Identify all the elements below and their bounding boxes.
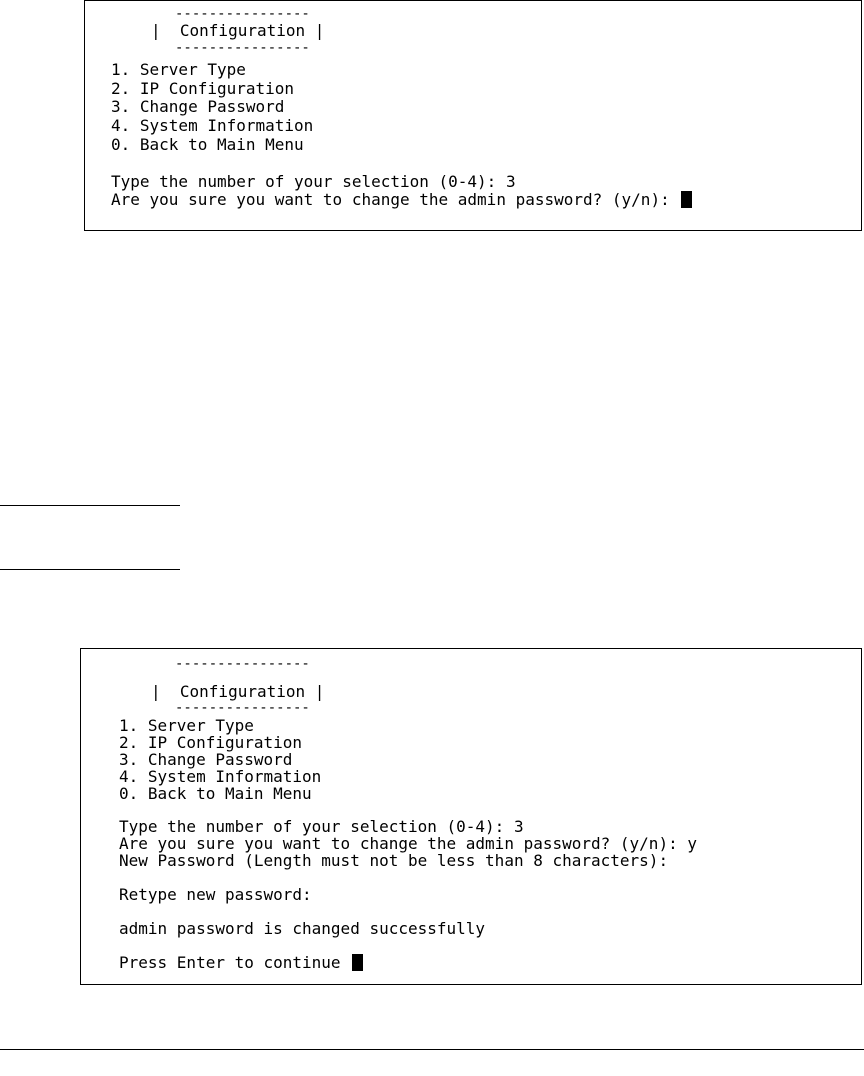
menu-item-change-password: 3. Change Password xyxy=(119,750,293,769)
page-rule-top xyxy=(0,505,180,506)
title-rule-bottom: ---------------- xyxy=(175,40,310,56)
terminal-screen-config-prompt xyxy=(84,0,862,231)
press-enter-prompt: Press Enter to continue xyxy=(119,953,351,972)
retype-password-prompt: Retype new password: xyxy=(119,885,312,904)
press-enter-line xyxy=(119,954,363,972)
config-title: | Configuration | xyxy=(151,21,325,40)
selection-prompt: Type the number of your selection (0-4): 3 xyxy=(111,172,516,191)
menu-item-server-type: 1. Server Type xyxy=(119,716,254,735)
text-cursor[interactable] xyxy=(352,954,363,971)
terminal-screen-password-changed xyxy=(80,648,862,985)
confirm-prompt: Are you sure you want to change the admin password? (y/n): y xyxy=(119,834,697,853)
menu-item-back-to-main: 0. Back to Main Menu xyxy=(119,784,312,803)
new-password-prompt: New Password (Length must not be less than 8 characters): xyxy=(119,851,669,870)
success-message: admin password is changed successfully xyxy=(119,919,486,938)
config-title: | Configuration | xyxy=(151,682,325,701)
menu-item-ip-configuration: 2. IP Configuration xyxy=(111,79,295,98)
text-cursor[interactable] xyxy=(681,191,692,208)
title-rule-bottom: ---------------- xyxy=(175,700,310,716)
menu-item-ip-configuration: 2. IP Configuration xyxy=(119,733,303,752)
confirm-prompt: Are you sure you want to change the admin password? (y/n): xyxy=(111,190,680,209)
menu-item-server-type: 1. Server Type xyxy=(111,60,246,79)
selection-prompt: Type the number of your selection (0-4): 3 xyxy=(119,817,524,836)
menu-item-system-information: 4. System Information xyxy=(119,767,322,786)
title-rule-top: ---------------- xyxy=(175,656,310,672)
page-footer-rule xyxy=(0,1049,864,1050)
menu-item-change-password: 3. Change Password xyxy=(111,97,285,116)
confirm-prompt-line xyxy=(111,191,692,209)
menu-item-system-information: 4. System Information xyxy=(111,116,314,135)
page-rule-bottom xyxy=(0,569,180,570)
menu-item-back-to-main: 0. Back to Main Menu xyxy=(111,135,304,154)
title-rule-top: ---------------- xyxy=(175,6,310,22)
